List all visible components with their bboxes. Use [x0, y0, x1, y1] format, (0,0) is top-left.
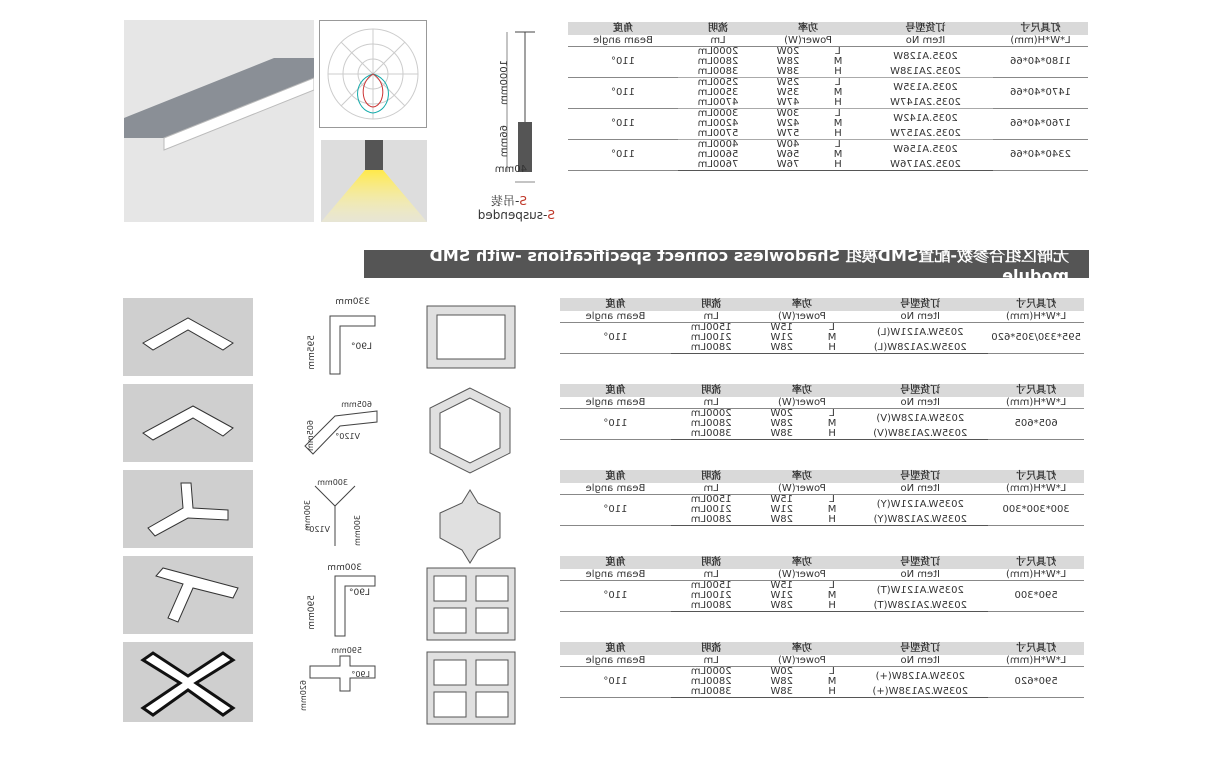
x-dim-b: 620mm	[299, 680, 308, 711]
header-power-en: Power(W)	[752, 483, 853, 495]
header-angle-en: Beam angle	[560, 483, 671, 495]
flux-value: 4000Lm	[697, 139, 739, 150]
flux-value: 4700Lm	[678, 98, 758, 109]
power-value: 15W	[770, 580, 794, 591]
size-cell: 1760*40*66	[993, 109, 1088, 140]
power-value: 15W	[770, 494, 794, 505]
power-level: L	[835, 46, 841, 57]
table-header-en	[560, 483, 1084, 495]
header-item-cn: 订货型号	[852, 642, 988, 655]
header-power-cn: 功率	[758, 22, 858, 35]
header-item-en: Item No	[852, 569, 988, 581]
power-value: 21W	[770, 590, 794, 601]
flux-value: 2100Lm	[690, 504, 732, 515]
table-row	[560, 667, 1084, 678]
flux-value: 2800Lm	[671, 601, 752, 612]
flux-value: 2000Lm	[690, 408, 732, 419]
item-no-1: 2035W.A121W(T)	[876, 585, 964, 596]
table-header-cn	[560, 470, 1084, 483]
header-angle-cn: 角度	[560, 298, 671, 311]
power-value: 21W	[770, 504, 794, 515]
table-row	[568, 140, 1088, 151]
header-flux-cn: 流明	[671, 298, 752, 311]
table-row	[560, 323, 1084, 334]
t-dim-a: 300mm	[327, 563, 362, 573]
power-level: H	[812, 687, 852, 698]
linear-light-photo	[124, 20, 314, 222]
t-dim-angle: L90°	[349, 588, 370, 598]
header-item-en: Item No	[852, 655, 988, 667]
item-no-2: 2035W.2A128W(T)	[852, 601, 988, 612]
header-flux-cn: 流明	[678, 22, 758, 35]
header-item-en: Item No	[852, 397, 988, 409]
table-header-cn	[560, 556, 1084, 569]
beam-angle: 110°	[560, 581, 671, 612]
header-flux-cn: 流明	[671, 642, 752, 655]
header-power-cn: 功率	[752, 556, 853, 569]
power-level: L	[835, 108, 841, 119]
flux-value: 2800Lm	[690, 676, 732, 687]
header-item-en: Item No	[858, 35, 993, 47]
power-level: M	[827, 332, 837, 343]
power-level: M	[833, 149, 843, 160]
flux-value: 7600Lm	[678, 160, 758, 171]
v-dim-angle: V120°	[335, 432, 360, 441]
power-level: H	[812, 515, 852, 526]
header-angle-en: Beam angle	[560, 311, 671, 323]
header-power-cn: 功率	[752, 470, 853, 483]
l-dim-a: 330mm	[335, 297, 370, 307]
item-no-1: 2035W.A128W(+)	[875, 671, 965, 682]
header-flux-en: Lm	[671, 483, 752, 495]
header-power-en: Power(W)	[758, 35, 858, 47]
flux-value: 4200Lm	[697, 118, 739, 129]
power-level: H	[818, 98, 858, 109]
v-dim-a: 605mm	[341, 400, 372, 409]
header-power-cn: 功率	[752, 298, 853, 311]
header-angle-cn: 角度	[560, 642, 671, 655]
table-header-cn	[560, 298, 1084, 311]
header-flux-cn: 流明	[671, 470, 752, 483]
flux-value: 2800Lm	[697, 56, 739, 67]
power-level: M	[833, 56, 843, 67]
power-level: L	[829, 580, 835, 591]
power-level: L	[829, 666, 835, 677]
item-no-2: 2035.2A176W	[858, 160, 993, 171]
beam-angle: 110°	[568, 78, 678, 109]
table-header-cn	[568, 22, 1088, 35]
power-level: M	[833, 118, 843, 129]
suspended-height-label: 66mm	[499, 125, 510, 158]
power-value: 15W	[770, 322, 794, 333]
power-value: 28W	[752, 601, 812, 612]
flux-value: 5600Lm	[697, 149, 739, 160]
header-flux-cn: 流明	[671, 384, 752, 397]
size-cell: 1470*40*66	[993, 78, 1088, 109]
header-size-en: L*W*H(mm)	[988, 311, 1084, 323]
power-value: 35W	[776, 87, 800, 98]
header-angle-en: Beam angle	[560, 655, 671, 667]
item-no-2: 2035W.2A128W(L)	[852, 343, 988, 354]
beam-angle: 110°	[560, 495, 671, 526]
y-dim-angle: V120°	[305, 525, 330, 534]
header-flux-en: Lm	[671, 397, 752, 409]
power-value: 28W	[752, 343, 812, 354]
suspended-label-cn: S-吊装	[491, 194, 527, 208]
header-size-cn: 灯具尺寸	[988, 470, 1084, 483]
beam-angle: 110°	[568, 47, 678, 78]
flux-value: 2800Lm	[690, 418, 732, 429]
module-spec-table	[560, 556, 1084, 612]
power-value: 47W	[758, 98, 818, 109]
header-flux-cn: 流明	[671, 556, 752, 569]
beam-angle: 110°	[568, 140, 678, 171]
item-no-2: 2035W.2A138W(V)	[852, 429, 988, 440]
header-item-cn: 订货型号	[852, 470, 988, 483]
power-level: L	[829, 494, 835, 505]
header-item-en: Item No	[852, 311, 988, 323]
flux-value: 1500Lm	[690, 494, 732, 505]
v-dim-b: 605mm	[306, 420, 315, 451]
header-angle-cn: 角度	[560, 470, 671, 483]
power-value: 28W	[752, 515, 812, 526]
header-item-en: Item No	[852, 483, 988, 495]
flux-value: 5700Lm	[678, 129, 758, 140]
header-angle-cn: 角度	[560, 556, 671, 569]
power-value: 20W	[770, 408, 794, 419]
power-level: L	[835, 77, 841, 88]
light-beam-image	[321, 140, 427, 222]
beam-angle: 110°	[560, 323, 671, 354]
size-cell: 595*330/305*620	[988, 323, 1084, 354]
flux-value: 3800Lm	[678, 67, 758, 78]
module-layout-drawings	[420, 298, 520, 728]
table-header-en	[560, 397, 1084, 409]
item-no-1: 2035W.A121W(L)	[876, 327, 964, 338]
flux-value: 2800Lm	[671, 343, 752, 354]
power-level: M	[827, 418, 837, 429]
flux-value: 2100Lm	[690, 332, 732, 343]
x-dim-angle: L90°	[351, 670, 370, 679]
table-row	[568, 78, 1088, 89]
header-power-cn: 功率	[752, 642, 853, 655]
suspended-width-label: 40mm	[494, 164, 527, 175]
flux-value: 2800Lm	[671, 515, 752, 526]
beam-angle: 110°	[560, 409, 671, 440]
power-value: 42W	[776, 118, 800, 129]
module-spec-table	[560, 470, 1084, 526]
header-item-cn: 订货型号	[858, 22, 993, 35]
module-spec-table	[560, 298, 1084, 354]
table-header-cn	[560, 642, 1084, 655]
header-size-en: L*W*H(mm)	[993, 35, 1088, 47]
polar-curve-diagram	[319, 20, 427, 128]
flux-value: 3800Lm	[671, 687, 752, 698]
header-flux-en: Lm	[671, 311, 752, 323]
header-size-en: L*W*H(mm)	[988, 569, 1084, 581]
power-level: H	[818, 67, 858, 78]
header-size-cn: 灯具尺寸	[988, 642, 1084, 655]
power-level: M	[827, 504, 837, 515]
item-no-1: 2035.A156W	[893, 144, 958, 155]
header-angle-en: Beam angle	[560, 569, 671, 581]
power-value: 76W	[758, 160, 818, 171]
item-no-1: 2035.A128W	[893, 51, 958, 62]
flux-value: 2000Lm	[690, 666, 732, 677]
table-header-cn	[560, 384, 1084, 397]
item-no-1: 2035.A142W	[893, 113, 958, 124]
size-cell: 605*605	[988, 409, 1084, 440]
size-cell: 1180*40*66	[993, 47, 1088, 78]
header-size-cn: 灯具尺寸	[988, 384, 1084, 397]
item-no-1: 2035W.A121W(Y)	[876, 499, 964, 510]
header-item-cn: 订货型号	[852, 556, 988, 569]
header-angle-cn: 角度	[560, 384, 671, 397]
header-angle-en: Beam angle	[568, 35, 678, 47]
table-header-en	[560, 569, 1084, 581]
t-dim-b: 590mm	[307, 595, 317, 630]
flux-value: 3800Lm	[671, 429, 752, 440]
power-value: 38W	[752, 687, 812, 698]
power-level: H	[812, 343, 852, 354]
module-spec-table	[560, 642, 1084, 698]
header-size-cn: 灯具尺寸	[988, 298, 1084, 311]
header-item-cn: 订货型号	[852, 298, 988, 311]
table-row	[568, 109, 1088, 120]
header-angle-cn: 角度	[568, 22, 678, 35]
header-size-cn: 灯具尺寸	[993, 22, 1088, 35]
flux-value: 3000Lm	[697, 108, 739, 119]
power-level: L	[835, 139, 841, 150]
header-flux-en: Lm	[671, 655, 752, 667]
power-value: 21W	[770, 332, 794, 343]
item-no-2: 2035W.2A128W(Y)	[852, 515, 988, 526]
table-header-en	[560, 655, 1084, 667]
header-size-cn: 灯具尺寸	[988, 556, 1084, 569]
table-row	[560, 409, 1084, 420]
power-level: H	[812, 429, 852, 440]
size-cell: 300*300*300	[988, 495, 1084, 526]
item-no-2: 2035.2A138W	[858, 67, 993, 78]
power-value: 40W	[776, 139, 800, 150]
item-no-1: 2035.A135W	[893, 82, 958, 93]
table-header-en	[560, 311, 1084, 323]
section-banner: 无暗区组合参数-配置SMD模组 Shadowless connect specifications -with SMD module	[364, 250, 1089, 278]
table-row	[568, 47, 1088, 58]
item-no-2: 2035W.2A138W(+)	[852, 687, 988, 698]
header-power-en: Power(W)	[752, 397, 853, 409]
power-level: H	[812, 601, 852, 612]
table-row	[560, 581, 1084, 592]
module-spec-table	[560, 384, 1084, 440]
power-level: H	[818, 129, 858, 140]
power-value: 30W	[776, 108, 800, 119]
power-level: M	[833, 87, 843, 98]
power-value: 28W	[770, 676, 794, 687]
table-header-en	[568, 35, 1088, 47]
size-cell: 590*300	[988, 581, 1084, 612]
y-dim-b: 300mm	[353, 515, 362, 546]
power-level: L	[829, 322, 835, 333]
power-value: 25W	[776, 77, 800, 88]
module-photos	[123, 298, 253, 722]
power-level: H	[818, 160, 858, 171]
power-level: L	[829, 408, 835, 419]
header-item-cn: 订货型号	[852, 384, 988, 397]
header-power-en: Power(W)	[752, 311, 853, 323]
item-no-1: 2035W.A128W(V)	[876, 413, 965, 424]
size-cell: 2340*40*66	[993, 140, 1088, 171]
y-dim-c: 300mm	[303, 500, 312, 531]
beam-angle: 110°	[568, 109, 678, 140]
power-value: 28W	[770, 418, 794, 429]
flux-value: 3500Lm	[697, 87, 739, 98]
suspended-length-label: 1000mm	[499, 60, 510, 105]
table-row	[560, 495, 1084, 506]
size-cell: 590*620	[988, 667, 1084, 698]
header-size-en: L*W*H(mm)	[988, 483, 1084, 495]
header-flux-en: Lm	[671, 569, 752, 581]
header-power-en: Power(W)	[752, 569, 853, 581]
power-value: 20W	[770, 666, 794, 677]
l-dim-angle: L90°	[351, 342, 372, 352]
header-flux-en: Lm	[678, 35, 758, 47]
top-spec-table	[568, 22, 1088, 171]
flux-value: 2500Lm	[697, 77, 739, 88]
flux-value: 2100Lm	[690, 590, 732, 601]
power-value: 38W	[758, 67, 818, 78]
flux-value: 1500Lm	[690, 322, 732, 333]
power-value: 38W	[752, 429, 812, 440]
power-value: 28W	[776, 56, 800, 67]
flux-value: 1500Lm	[690, 580, 732, 591]
item-no-2: 2035.2A147W	[858, 98, 993, 109]
power-value: 57W	[758, 129, 818, 140]
header-angle-en: Beam angle	[560, 397, 671, 409]
header-power-en: Power(W)	[752, 655, 853, 667]
suspended-label-en: S-suspended	[477, 208, 555, 222]
header-size-en: L*W*H(mm)	[988, 655, 1084, 667]
power-level: M	[827, 590, 837, 601]
flux-value: 2000Lm	[697, 46, 739, 57]
x-dim-a: 590mm	[331, 646, 362, 655]
power-value: 56W	[776, 149, 800, 160]
header-power-cn: 功率	[752, 384, 853, 397]
item-no-2: 2035.2A157W	[858, 129, 993, 140]
header-size-en: L*W*H(mm)	[988, 397, 1084, 409]
power-level: M	[827, 676, 837, 687]
beam-angle: 110°	[560, 667, 671, 698]
y-dim-a: 300mm	[317, 478, 348, 487]
power-value: 20W	[776, 46, 800, 57]
l-dim-b: 595mm	[307, 335, 317, 370]
